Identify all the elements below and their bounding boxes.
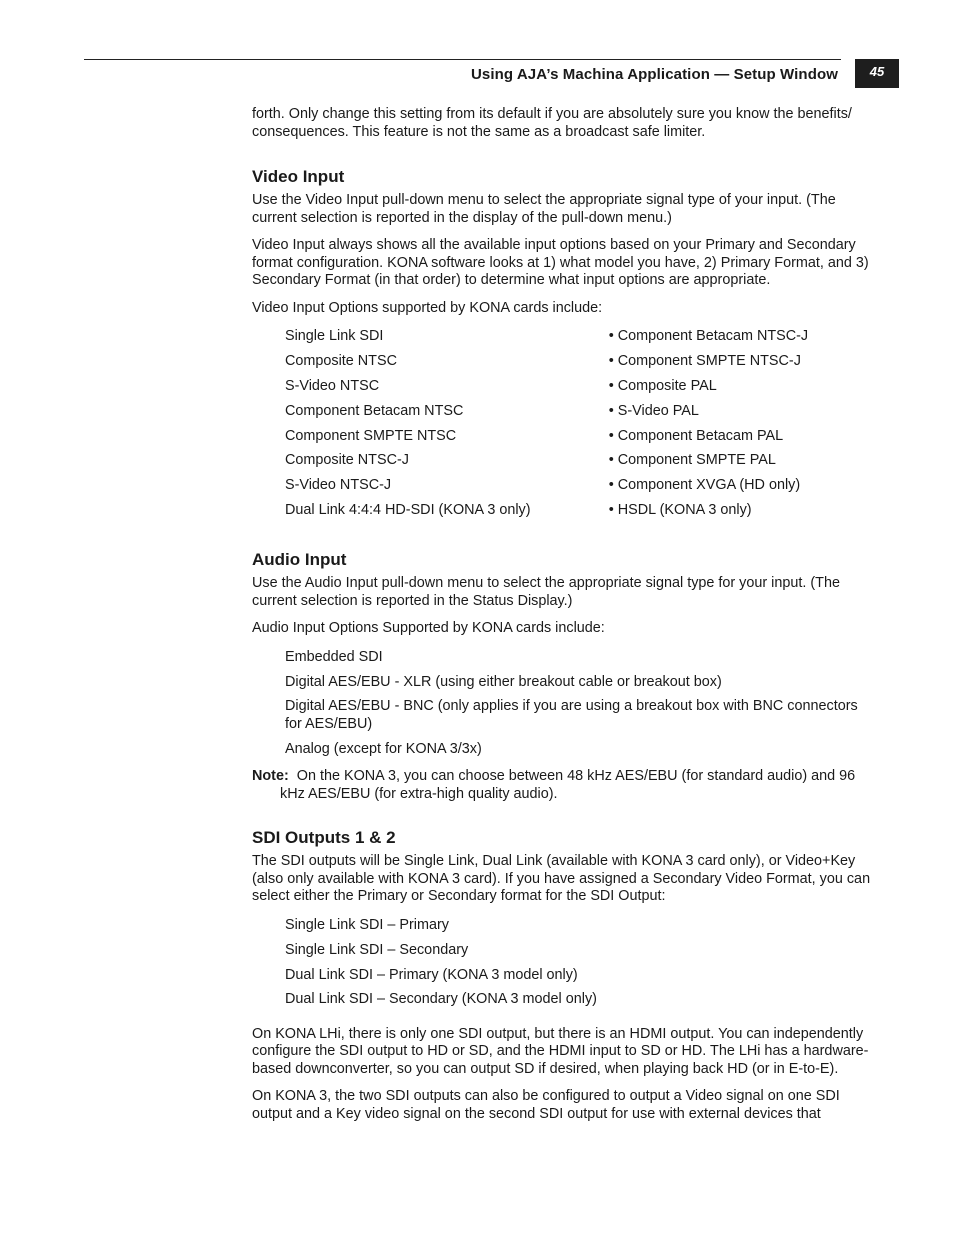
sdi-outputs-p2: On KONA LHi, there is only one SDI output, but there is an HDMI output. You can independently configure the SDI output to HD or SD, and the HDMI input to SD or HD. The LHi has a hardware-based downconverter, so you can output SD if desired, when playing back HD (or in E-to-E). bbox=[252, 1025, 869, 1077]
video-options-left-column bbox=[285, 328, 609, 527]
page-number: 45 bbox=[855, 59, 899, 88]
video-input-p2: Video Input always shows all the available input options based on your Primary and Secondary format configuration. KONA software looks at 1) what model you have, 2) Primary Format, and 3) Secondary Format (in that order) to determine what input options are appropriate. bbox=[252, 237, 869, 288]
audio-option: Digital AES/EBU - BNC (only applies if you are using a breakout box with BNC connectors for AES/EBU) bbox=[285, 698, 858, 732]
video-option: S-Video NTSC-J bbox=[285, 477, 392, 494]
video-option: • HSDL (KONA 3 only) bbox=[609, 502, 872, 527]
video-option: • S-Video PAL bbox=[609, 403, 872, 428]
intro-paragraph: forth. Only change this setting from its default if you are absolutely sure you know the benefits/ consequences. This feature is not the same as a broadcast safe limiter. bbox=[252, 106, 852, 140]
audio-note bbox=[252, 768, 872, 803]
sdi-outputs-p3: On KONA 3, the two SDI outputs can also be configured to output a Video signal on one SDI output and a Key video signal on the second SDI output for use with external devices that bbox=[252, 1088, 840, 1122]
sdi-option: Single Link SDI – Primary bbox=[285, 916, 449, 933]
note-label: Note: bbox=[252, 768, 289, 785]
audio-option: Analog (except for KONA 3/3x) bbox=[285, 740, 482, 757]
video-options-right-column bbox=[609, 328, 872, 527]
audio-input-p1: Use the Audio Input pull-down menu to select the appropriate signal type for your input. (The current selection is reported in the Status Display.) bbox=[252, 575, 840, 609]
audio-input-p2: Audio Input Options Supported by KONA cards include: bbox=[252, 620, 605, 637]
video-option: Composite NTSC bbox=[285, 352, 397, 369]
video-input-heading: Video Input bbox=[252, 167, 345, 186]
video-option: Dual Link 4:4:4 HD-SDI (KONA 3 only) bbox=[285, 502, 531, 519]
video-option: • Component Betacam NTSC-J bbox=[609, 328, 872, 353]
audio-option: Digital AES/EBU - XLR (using either breakout cable or breakout box) bbox=[285, 673, 722, 690]
video-input-p1: Use the Video Input pull-down menu to select the appropriate signal type of your input. (The current selection is reported in the display of the pull-down menu.) bbox=[252, 192, 836, 226]
video-option: Single Link SDI bbox=[285, 328, 384, 344]
video-option: • Component Betacam PAL bbox=[609, 428, 872, 453]
sdi-outputs-p1: The SDI outputs will be Single Link, Dual Link (available with KONA 3 card only), or Video+Key (also only available with KONA 3 card). If you have assigned a Secondary Video Format, you can select either the Primary or Secondary format for the SDI Output: bbox=[252, 853, 871, 905]
video-option: Component SMPTE NTSC bbox=[285, 427, 457, 444]
audio-input-options bbox=[285, 649, 872, 759]
video-option: • Component XVGA (HD only) bbox=[609, 477, 872, 502]
sdi-output-options bbox=[285, 917, 872, 1009]
audio-input-heading: Audio Input bbox=[252, 550, 347, 570]
note-text: On the KONA 3, you can choose between 48 kHz AES/EBU (for standard audio) and 96 kHz AES/EBU (for extra-high quality audio). bbox=[280, 768, 856, 802]
video-option: • Composite PAL bbox=[609, 378, 872, 403]
sdi-outputs-heading: SDI Outputs 1 & 2 bbox=[252, 828, 396, 848]
sdi-option: Dual Link SDI – Primary (KONA 3 model only) bbox=[285, 966, 578, 983]
running-header-title: Using AJA’s Machina Application — Setup Window bbox=[471, 66, 838, 83]
video-input-p3: Video Input Options supported by KONA cards include: bbox=[252, 299, 603, 316]
sdi-option: Single Link SDI – Secondary bbox=[285, 941, 469, 958]
audio-option: Embedded SDI bbox=[285, 648, 383, 665]
video-option: S-Video NTSC bbox=[285, 377, 380, 394]
video-input-options bbox=[285, 328, 872, 527]
header-rule bbox=[84, 59, 841, 60]
video-option: • Component SMPTE PAL bbox=[609, 452, 872, 477]
video-option: Component Betacam NTSC bbox=[285, 402, 464, 419]
sdi-option: Dual Link SDI – Secondary (KONA 3 model only) bbox=[285, 991, 597, 1008]
page-content bbox=[252, 106, 872, 1133]
video-option: Composite NTSC-J bbox=[285, 452, 409, 469]
video-option: • Component SMPTE NTSC-J bbox=[609, 353, 872, 378]
